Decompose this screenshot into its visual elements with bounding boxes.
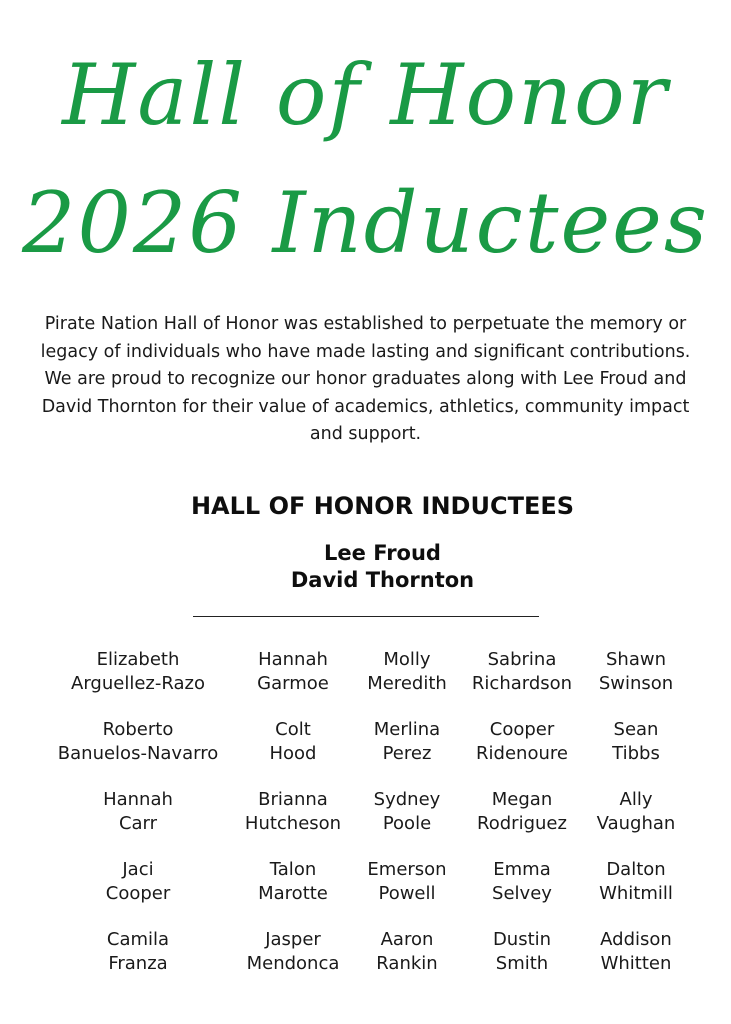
graduate-first-name: Colt bbox=[275, 719, 311, 740]
graduate-last-name: Selvey bbox=[492, 882, 552, 904]
graduate-last-name: Arguellez-Razo bbox=[71, 672, 205, 694]
intro-paragraph-1: Pirate Nation Hall of Honor was established to perpetuate the memory or legacy of individuals who have made lasting and significant contributions. bbox=[40, 314, 691, 362]
graduate-last-name: Hood bbox=[269, 742, 317, 764]
graduate-first-name: Jaci bbox=[122, 859, 154, 880]
graduate-last-name: Smith bbox=[495, 952, 549, 974]
graduate-last-name: Swinson bbox=[598, 672, 674, 694]
graduates-row bbox=[40, 788, 691, 858]
graduate-last-name: Ridenoure bbox=[476, 742, 568, 764]
graduate-first-name: Dustin bbox=[492, 929, 552, 950]
graduate-name bbox=[536, 718, 731, 765]
intro-text bbox=[40, 311, 691, 449]
graduate-last-name: Garmoe bbox=[257, 672, 329, 694]
graduate-last-name: Hutcheson bbox=[244, 812, 342, 834]
graduates-grid bbox=[40, 648, 691, 998]
graduate-last-name: Vaughan bbox=[596, 812, 676, 834]
graduate-last-name: Banuelos-Navarro bbox=[57, 742, 219, 764]
graduate-last-name: Perez bbox=[382, 742, 432, 764]
graduate-name bbox=[536, 648, 731, 695]
graduate-last-name: Cooper bbox=[105, 882, 171, 904]
graduate-first-name: Aaron bbox=[380, 929, 434, 950]
graduate-first-name: Emerson bbox=[367, 859, 447, 880]
graduate-first-name: Talon bbox=[269, 859, 317, 880]
graduate-first-name: Camila bbox=[106, 929, 170, 950]
graduate-first-name: Emma bbox=[493, 859, 551, 880]
graduate-name bbox=[536, 788, 731, 835]
graduate-last-name: Meredith bbox=[367, 672, 447, 694]
graduate-name bbox=[536, 928, 731, 975]
graduate-first-name: Shawn bbox=[606, 649, 666, 670]
graduates-row bbox=[40, 858, 691, 928]
graduates-row bbox=[40, 648, 691, 718]
divider bbox=[193, 616, 539, 617]
graduate-first-name: Addison bbox=[600, 929, 672, 950]
featured-inductee: Lee Froud bbox=[324, 541, 441, 565]
title-line-2: 2026 Inductees bbox=[22, 174, 709, 272]
graduate-last-name: Mendonca bbox=[246, 952, 340, 974]
graduate-first-name: Ally bbox=[619, 789, 653, 810]
graduate-last-name: Rodriguez bbox=[477, 812, 567, 834]
graduate-first-name: Sydney bbox=[373, 789, 441, 810]
graduate-last-name: Richardson bbox=[471, 672, 573, 694]
inductees-heading: HALL OF HONOR INDUCTEES bbox=[190, 492, 575, 520]
graduate-last-name: Whitmill bbox=[599, 882, 673, 904]
graduate-first-name: Hannah bbox=[258, 649, 328, 670]
featured-inductees bbox=[0, 540, 731, 594]
graduate-first-name: Merlina bbox=[373, 719, 441, 740]
graduate-last-name: Franza bbox=[108, 952, 168, 974]
graduate-first-name: Sean bbox=[613, 719, 659, 740]
graduate-first-name: Molly bbox=[383, 649, 431, 670]
graduate-name bbox=[536, 858, 731, 905]
graduate-first-name: Cooper bbox=[489, 719, 555, 740]
intro-paragraph-2: We are proud to recognize our honor graduates along with Lee Froud and David Thornton for their value of academics, athletics, community impact and support. bbox=[41, 369, 690, 444]
graduate-first-name: Sabrina bbox=[487, 649, 557, 670]
graduate-first-name: Hannah bbox=[103, 789, 173, 810]
graduate-first-name: Megan bbox=[491, 789, 553, 810]
featured-inductee: David Thornton bbox=[290, 568, 475, 592]
graduate-last-name: Rankin bbox=[376, 952, 438, 974]
graduate-first-name: Elizabeth bbox=[96, 649, 180, 670]
title-line-1: Hall of Honor bbox=[62, 46, 669, 144]
graduate-last-name: Whitten bbox=[600, 952, 672, 974]
graduate-last-name: Poole bbox=[382, 812, 432, 834]
graduate-last-name: Marotte bbox=[258, 882, 328, 904]
graduate-first-name: Roberto bbox=[102, 719, 174, 740]
graduate-last-name: Tibbs bbox=[612, 742, 660, 764]
graduates-row bbox=[40, 928, 691, 998]
graduate-last-name: Carr bbox=[118, 812, 158, 834]
graduates-row bbox=[40, 718, 691, 788]
graduate-first-name: Jasper bbox=[265, 929, 321, 950]
graduate-last-name: Powell bbox=[378, 882, 436, 904]
graduate-first-name: Brianna bbox=[258, 789, 328, 810]
graduate-first-name: Dalton bbox=[606, 859, 666, 880]
